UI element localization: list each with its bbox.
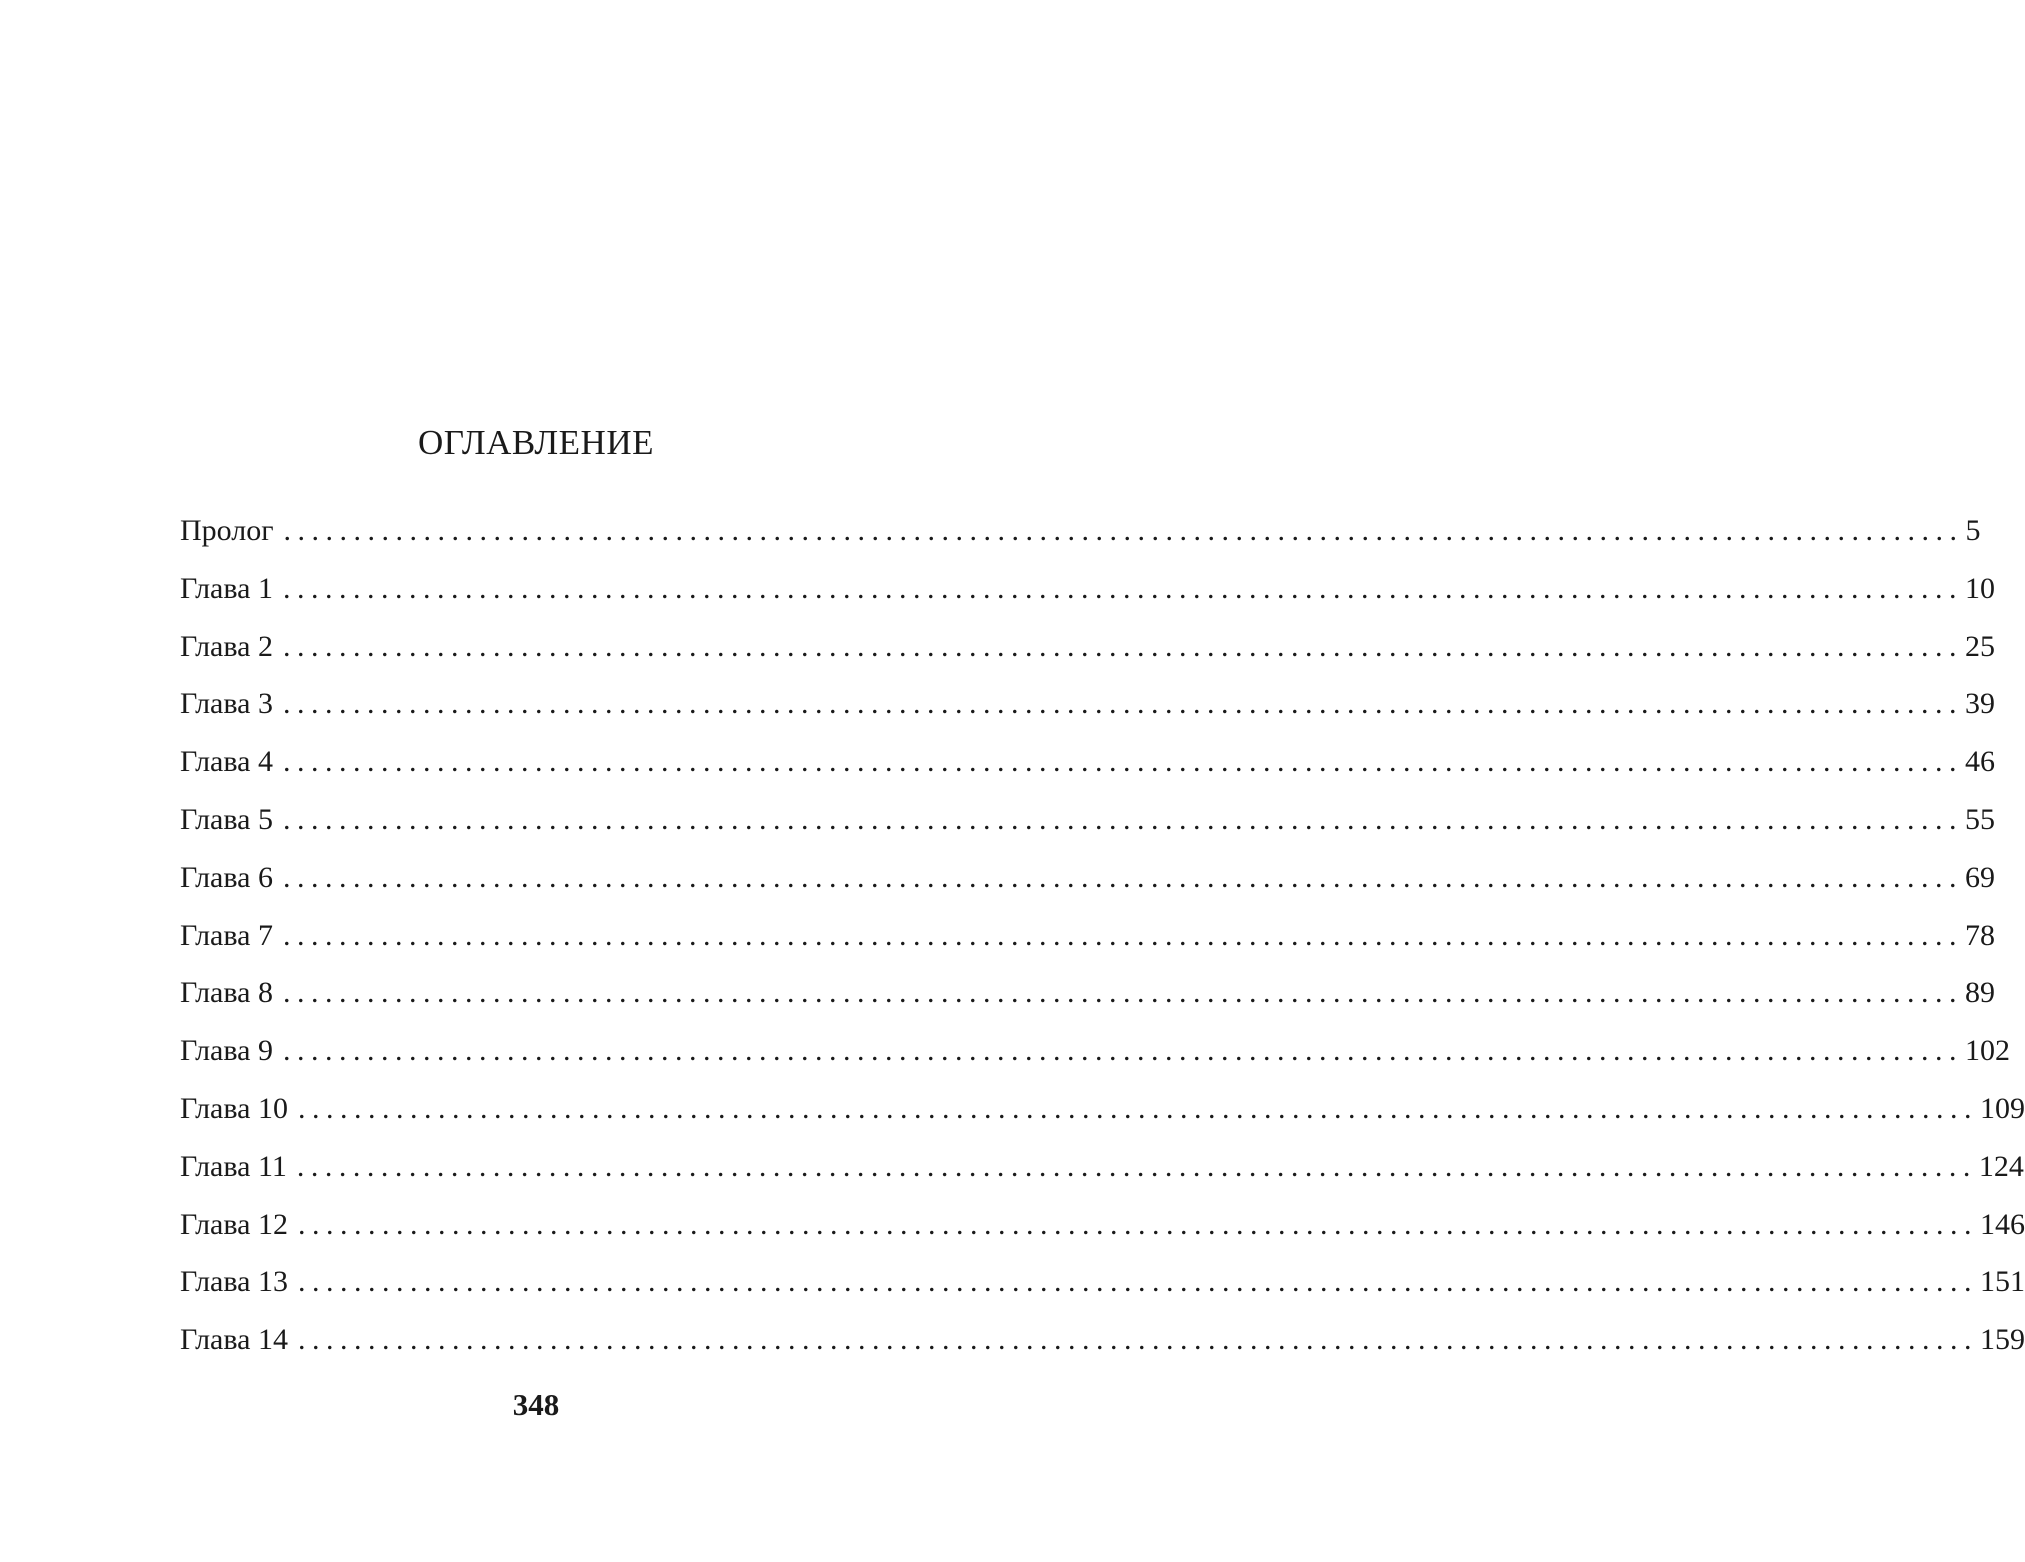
toc-entry-label: Глава 10	[180, 1091, 288, 1125]
toc-entry-chapter-9	[180, 1022, 2010, 1080]
toc-entry-page: 146	[1979, 1207, 2025, 1241]
toc-entry-chapter-13	[180, 1253, 2025, 1311]
toc-entry-label: Глава 3	[180, 687, 273, 721]
toc-entry-label: Глава 9	[180, 1034, 273, 1068]
toc-entry-label: Глава 11	[180, 1149, 287, 1183]
dot-leader: ........................................................................................................................	[282, 571, 1963, 605]
toc-entry-label: Глава 14	[180, 1323, 288, 1357]
toc-entry-page: 39	[1964, 687, 1995, 721]
dot-leader: ........................................................................................................................	[297, 1207, 1978, 1241]
toc-entry-page: 78	[1964, 918, 1995, 952]
toc-heading: ОГЛАВЛЕНИЕ	[418, 423, 654, 462]
dot-leader: ........................................................................................................................	[296, 1149, 1977, 1183]
toc-entry-label: Глава 6	[180, 860, 273, 894]
toc-entry-label: Глава 2	[180, 629, 273, 663]
toc-entry-page: 46	[1964, 745, 1995, 779]
toc-list	[180, 502, 2025, 1369]
toc-entry-chapter-11	[180, 1138, 2024, 1196]
toc-entry-chapter-12	[180, 1196, 2025, 1254]
toc-entry-label: Глава 4	[180, 745, 273, 779]
toc-entry-chapter-6	[180, 849, 1995, 907]
dot-leader: ........................................................................................................................	[282, 802, 1963, 836]
dot-leader: ........................................................................................................................	[297, 1323, 1978, 1357]
toc-entry-page: 109	[1979, 1091, 2025, 1125]
toc-entry-prologue	[180, 502, 1981, 560]
dot-leader: ........................................................................................................................	[282, 1034, 1963, 1068]
toc-entry-page: 159	[1979, 1323, 2025, 1357]
dot-leader: ........................................................................................................................	[282, 976, 1963, 1010]
toc-entry-page: 89	[1964, 976, 1995, 1010]
dot-leader: ........................................................................................................................	[283, 514, 1964, 547]
toc-entry-page: 124	[1978, 1149, 2024, 1183]
dot-leader: ........................................................................................................................	[297, 1091, 1978, 1125]
dot-leader: ........................................................................................................................	[282, 745, 1963, 779]
toc-entry-chapter-7	[180, 907, 1995, 965]
dot-leader: ........................................................................................................................	[282, 860, 1963, 894]
page-number: 348	[512, 1387, 560, 1422]
toc-entry-page: 5	[1965, 514, 1981, 547]
toc-entry-chapter-3	[180, 675, 1995, 733]
toc-entry-label: Глава 12	[180, 1207, 288, 1241]
toc-entry-label: Глава 1	[180, 571, 273, 605]
toc-entry-page: 151	[1979, 1265, 2025, 1299]
toc-entry-label: Глава 13	[180, 1265, 288, 1299]
toc-entry-chapter-1	[180, 560, 1995, 618]
dot-leader: ........................................................................................................................	[282, 687, 1963, 721]
toc-entry-chapter-14	[180, 1311, 2025, 1369]
toc-entry-chapter-2	[180, 618, 1995, 676]
dot-leader: ........................................................................................................................	[282, 918, 1963, 952]
toc-entry-page: 102	[1964, 1034, 2010, 1068]
toc-entry-page: 55	[1964, 802, 1995, 836]
dot-leader: ........................................................................................................................	[282, 629, 1963, 663]
toc-entry-label: Глава 5	[180, 802, 273, 836]
toc-entry-chapter-8	[180, 964, 1995, 1022]
toc-entry-label: Глава 7	[180, 918, 273, 952]
toc-entry-chapter-4	[180, 733, 1995, 791]
toc-entry-label: Пролог	[180, 514, 274, 547]
toc-entry-page: 69	[1964, 860, 1995, 894]
toc-entry-chapter-5	[180, 791, 1995, 849]
toc-entry-page: 10	[1964, 571, 1995, 605]
toc-entry-label: Глава 8	[180, 976, 273, 1010]
toc-entry-page: 25	[1964, 629, 1995, 663]
dot-leader: ........................................................................................................................	[297, 1265, 1978, 1299]
toc-entry-chapter-10	[180, 1080, 2025, 1138]
